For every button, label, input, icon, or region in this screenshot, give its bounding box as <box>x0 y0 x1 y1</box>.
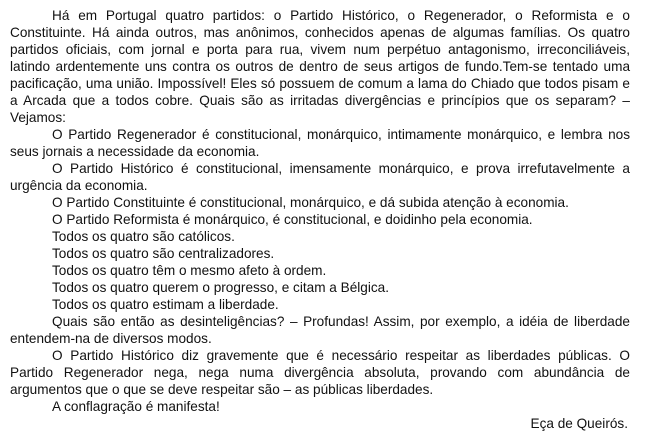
document-body <box>10 7 630 432</box>
paragraph-catolicos: Todos os quatro são católicos. <box>52 229 235 244</box>
paragraph-intro: Há em Portugal quatro partidos: o Partido Histórico, o Regenerador, o Reformista e o Constituinte. Há ainda outros, mas anônimos, conhecidos apenas de algumas famílias. Os quatro partidos oficiais, com jornal e porta para rua, vivem num perpétuo antagonismo, irreconciliáveis, latindo ardentemente uns contra os outros de dentro de seus artigos de fundo.Tem-se tentado uma pacificação, uma união. Impossível! Eles só possuem de comum a lama do Chiado que todos pisam e a Arcada que a todos cobre. Quais são as irritadas divergências e princípios que os separam? – Vejamos: <box>10 8 630 125</box>
paragraph-liberdades-publicas: O Partido Histórico diz gravemente que é necessário respeitar as liberdades públicas. O Partido Regenerador nega, nega numa divergência absoluta, provando com abundância de argumentos que o que se deve respeitar são – as públicas liberdades. <box>10 348 630 397</box>
paragraph-conflagracao: A conflagração é manifesta! <box>52 399 220 414</box>
paragraph-historico: O Partido Histórico é constitucional, imensamente monárquico, e prova irrefutavelmente a urgência da economia. <box>10 161 630 193</box>
paragraph-constituinte: O Partido Constituinte é constitucional, monárquico, e dá subida atenção à economia. <box>52 195 569 210</box>
paragraph-liberdade: Todos os quatro estimam a liberdade. <box>52 297 279 312</box>
author-signature: Eça de Queirós. <box>530 416 628 431</box>
paragraph-reformista: O Partido Reformista é monárquico, é constitucional, e doidinho pela economia. <box>52 212 533 227</box>
paragraph-ordem: Todos os quatro têm o mesmo afeto à ordem. <box>52 263 327 278</box>
paragraph-centralizadores: Todos os quatro são centralizadores. <box>52 246 275 261</box>
paragraph-regenerador: O Partido Regenerador é constitucional, monárquico, intimamente monárquico, e lembra nos seus jornais a necessidade da economia. <box>10 127 630 159</box>
paragraph-progresso: Todos os quatro querem o progresso, e citam a Bélgica. <box>52 280 390 295</box>
paragraph-desinteligencias: Quais são então as desinteligências? – Profundas! Assim, por exemplo, a idéia de liberdade entendem-na de diversos modos. <box>10 314 630 346</box>
